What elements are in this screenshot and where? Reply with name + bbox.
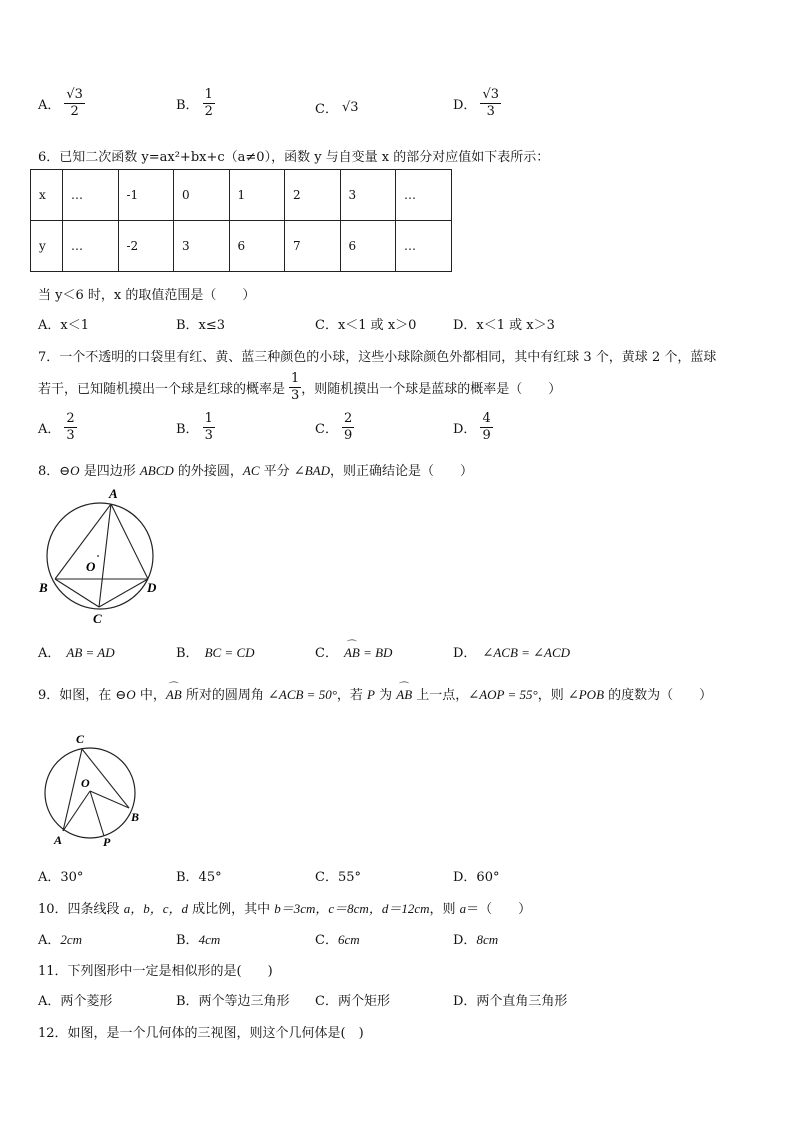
- q11-option-c: C．两个矩形: [315, 994, 390, 1009]
- q7-stem-line2: 若干，已知随机摸出一个球是红球的概率是 $\frac{1}{3}$ ，则随机摸出一个球是蓝球的概率是（ ）: [38, 371, 562, 403]
- label-o: O: [81, 776, 90, 790]
- q5-option-a: A． $\frac{√3}{2}$: [38, 87, 83, 119]
- q9-circle-figure: [36, 728, 146, 850]
- label-c: C: [76, 732, 85, 746]
- q7-option-c: C． $\frac{2}{9}$: [315, 411, 353, 443]
- q9-option-d: D．60°: [453, 870, 500, 885]
- label-a: A: [54, 833, 63, 847]
- q8-option-b: B． BC = CD: [176, 645, 255, 661]
- angle-lines: [63, 749, 129, 836]
- q6-stem: 6．已知二次函数 y=ax²+bx+c（a≠0），函数 y 与自变量 x 的部分对应值如下表所示：: [38, 150, 550, 165]
- center-point: [97, 555, 99, 557]
- q11-option-d: D．两个直角三角形: [453, 994, 568, 1009]
- q6-option-a: A．x＜1: [38, 318, 89, 333]
- q9-option-c: C．55°: [315, 870, 361, 885]
- q5-option-d: D． $\frac{√3}{3}$: [453, 87, 499, 119]
- q6-option-b: B．x≤3: [176, 318, 226, 333]
- q7-stem-line1: 7．一个不透明的口袋里有红、黄、蓝三种颜色的小球，这些小球除颜色外都相同，其中有红球 3 个，黄球 2 个，蓝球: [38, 350, 717, 365]
- q11-option-b: B．两个等边三角形: [176, 994, 290, 1009]
- label-b: B: [131, 810, 140, 824]
- label-o: O: [86, 559, 96, 574]
- q5-option-b: B． $\frac{1}{2}$: [176, 87, 213, 119]
- q8-option-d: D． ∠ACB = ∠ACD: [453, 645, 571, 661]
- q9-option-a: A．30°: [38, 870, 84, 885]
- table-row: x … -1 0 1 2 3 …: [31, 170, 452, 221]
- q6-option-d: D．x＜1 或 x＞3: [453, 318, 555, 333]
- label-a: A: [109, 486, 118, 501]
- q10-option-b: B．4cm: [176, 932, 221, 948]
- q12-stem: 12．如图，是一个几何体的三视图，则这个几何体是( ): [38, 1026, 364, 1041]
- q6-option-c: C．x＜1 或 x＞0: [315, 318, 417, 333]
- q7-option-a: A． $\frac{2}{3}$: [38, 411, 75, 443]
- q8-stem: 8．⊖O 是四边形 ABCD 的外接圆，AC 平分 ∠BAD，则正确结论是（ ）: [38, 463, 473, 479]
- q11-stem: 11．下列图形中一定是相似形的是( ): [38, 964, 273, 979]
- q9-stem: 9．如图，在 ⊖O 中，⌒ AB 所对的圆周角 ∠ACB = 50°，若 P 为 ⌒ AB 上一点，∠AOP = 55°，则 ∠POB 的度数为（ ）: [38, 684, 712, 703]
- label-b: B: [39, 580, 48, 595]
- table-row: y … -2 3 6 7 6 …: [31, 221, 452, 272]
- q6-question: 当 y＜6 时，x 的取值范围是（ ）: [38, 288, 256, 303]
- label-c: C: [93, 611, 102, 626]
- circle-o: [45, 748, 135, 838]
- q8-circle-figure: [35, 486, 165, 626]
- quadrilateral-lines: [55, 504, 148, 607]
- q7-option-b: B． $\frac{1}{3}$: [176, 411, 213, 443]
- label-d: D: [147, 580, 157, 595]
- q7-option-d: D． $\frac{4}{9}$: [453, 411, 491, 443]
- q10-option-c: C．6cm: [315, 932, 360, 948]
- q10-option-a: A．2cm: [38, 932, 83, 948]
- label-p: P: [103, 835, 111, 849]
- q8-option-c: C．⌒ AB = BD: [315, 642, 392, 661]
- q9-option-b: B．45°: [176, 870, 222, 885]
- q8-option-a: A． AB = AD: [38, 645, 115, 661]
- q5-option-c: C． √3: [315, 100, 359, 117]
- q10-stem: 10．四条线段 a，b，c，d 成比例，其中 b＝3cm，c＝8cm，d＝12cm，则 a＝（ ）: [38, 901, 532, 917]
- q10-option-d: D．8cm: [453, 932, 499, 948]
- q6-value-table: [30, 169, 452, 272]
- q11-option-a: A．两个菱形: [38, 994, 113, 1009]
